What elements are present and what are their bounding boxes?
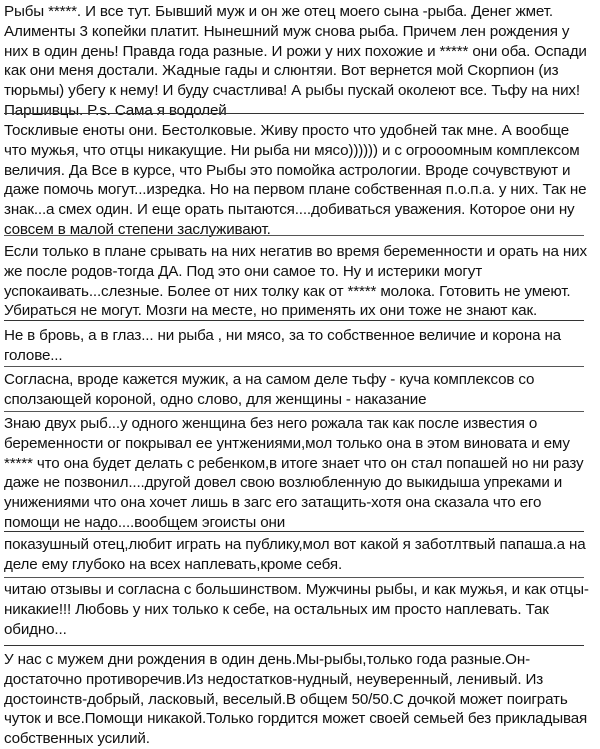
comment-7: показушный отец,любит играть на публику,мол вот какой я заботлтвый папаша.а на деле ему глубоко на всех наплевать,кроме себя.: [4, 536, 586, 573]
comment-divider: [4, 577, 584, 578]
comment-divider: [4, 411, 584, 412]
comment-2: Тоскливые еноты они. Бестолковые. Живу просто что удобней так мне. А вообще что мужья, что отцы никакущие. Ни рыба ни мясо)))))) и с огрооомным комплексом величия. Да Все в курсе, что Рыбы это помойка астрологии. Вроде сочувствуют и даже помочь могут...изредка. Но на первом плане собственная п.о.п.а. у них. Так не знак...а смех один. И еще орать пытаются....добиваться уважения. Которое они ну совсем в малой степени заслуживают.: [4, 122, 587, 238]
comment-1: Рыбы *****. И все тут. Бывший муж и он же отец моего сына -рыба. Денег жмет. Алименты 3 копейки платит. Нынешний муж снова рыба. Причем лен рождения у них в один день! Правда года разные. И рожи у них похожие и ***** они оба. Оспади как они меня достали. Жадные гады и слюнтяи. Вот вернется мой Скорпион (из тюрьмы) убегу к нему! И буду счастлива! А рыбы пускай околеют все. Тьфу на них! Паршивцы. P.s. Сама я водолей: [4, 3, 587, 119]
comment-divider: [4, 531, 584, 532]
comment-divider: [4, 235, 584, 236]
comment-divider: [4, 366, 584, 367]
comment-3: Если только в плане срывать на них негатив во время беременности и орать на них же после родов-тогда ДА. Под это они самое то. Ну и истерики могут успокаивать...слезные. Более от них толку как от ***** молока. Готовить не умеют. Убираться не могут. Мозги на месте, но применять их они тоже не знают как.: [4, 243, 587, 320]
comment-divider: [4, 320, 584, 321]
comment-5: Согласна, вроде кажется мужик, а на самом деле тьфу - куча комплексов со сползающей короной, одно слово, для женщины - наказание: [4, 371, 535, 408]
comment-6: Знаю двух рыб...у одного женщина без него рожала так как после известия о беременности ог покрывал ее унтжениями,мол только она в этом виновата и ему ***** что она будет делать с ребенком,в итоге знает что он стал попашей но ни разу даже не позвонил....другой довел свою возлюбленную до выкидыша упреками и унижениями что она хочет лишь в загс его затащить-хотя она сказала что его помощи не надо....вообщем эгоисты они: [4, 415, 584, 531]
comment-9: У нас с мужем дни рождения в один день.Мы-рыбы,только года разные.Он- достаточно противоречив.Из недостатков-нудный, неуверенный, ленивый. Из достоинств-добрый, ласковый, веселый.В общем 50/50.С дочкой может поиграть чуток и все.Помощи никакой.Только гордится может своей семьей без прикладывая собственных усилий.: [4, 651, 588, 748]
comment-4: Не в бровь, а в глаз... ни рыба , ни мясо, за то собственное величие и корона на голове...: [4, 327, 561, 364]
comment-divider: [4, 113, 584, 114]
comment-8: читаю отзывы и согласна с большинством. Мужчины рыбы, и как мужья, и как отцы- никакие!!! Любовь у них только к себе, на остальных им просто наплевать. Так обидно...: [4, 581, 589, 638]
comment-divider: [4, 645, 584, 646]
